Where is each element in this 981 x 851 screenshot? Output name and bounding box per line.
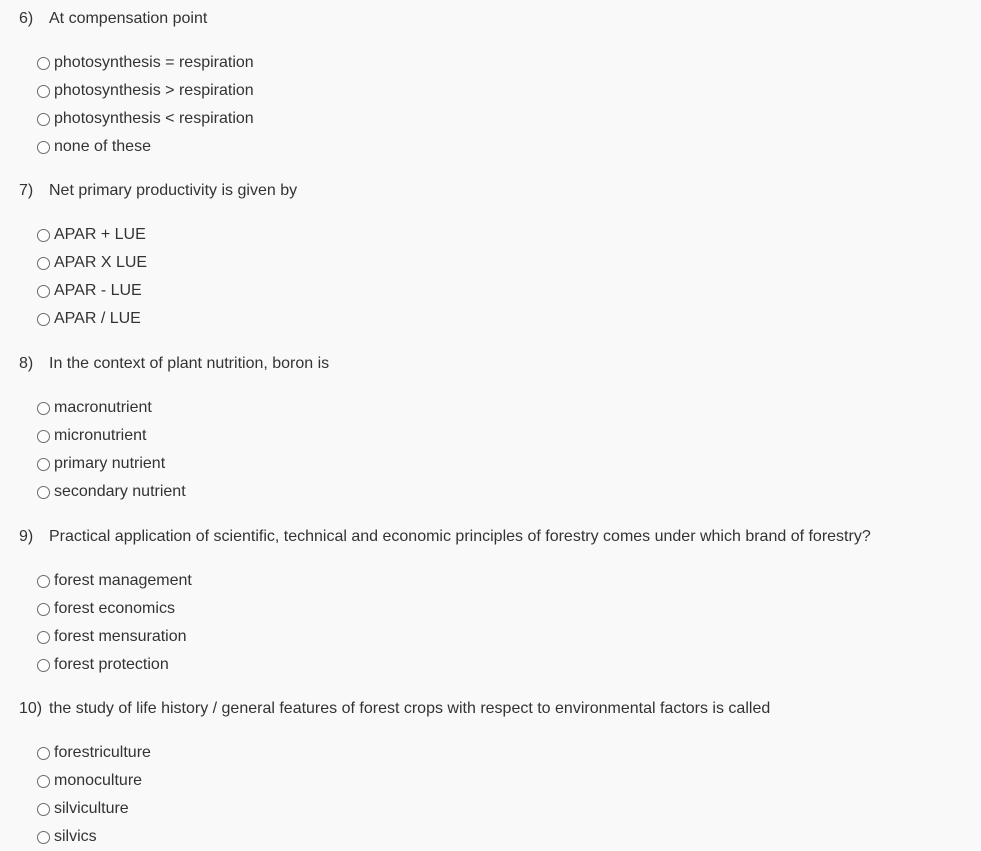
options-group [19,394,981,506]
option-label[interactable]: APAR - LUE [54,282,142,299]
option-label[interactable]: forest economics [54,600,175,617]
option-label[interactable]: forest protection [54,656,169,673]
radio-button[interactable] [37,631,50,644]
radio-button[interactable] [37,747,50,760]
question-header [19,699,981,719]
option-label[interactable]: micronutrient [54,427,147,444]
question-text: In the context of plant nutrition, boron is [49,355,330,372]
option-label[interactable]: photosynthesis > respiration [54,82,254,99]
options-group [19,49,981,161]
question-header [19,354,981,374]
radio-button[interactable] [37,458,50,471]
radio-button[interactable] [37,803,50,816]
question-number: 6) [19,10,34,27]
option-label[interactable]: primary nutrient [54,455,166,472]
option-forest-economics[interactable] [37,595,981,623]
option-label[interactable]: APAR + LUE [54,226,146,243]
radio-button[interactable] [37,402,50,415]
option-label[interactable]: forest management [54,572,192,589]
question-6 [19,9,981,161]
option-silvics[interactable] [37,823,981,851]
radio-button[interactable] [37,831,50,844]
radio-button[interactable] [37,430,50,443]
radio-button[interactable] [37,603,50,616]
option-label[interactable]: silvics [54,828,97,845]
question-7 [19,181,981,333]
option-forest-mensuration[interactable] [37,623,981,651]
option-apar-minus-lue[interactable] [37,277,981,305]
question-number: 9) [19,528,34,545]
option-forest-management[interactable] [37,567,981,595]
option-micronutrient[interactable] [37,422,981,450]
question-header [19,9,981,29]
options-group [19,567,981,679]
option-forest-protection[interactable] [37,651,981,679]
question-text: Net primary productivity is given by [49,182,298,199]
question-number: 8) [19,355,34,372]
options-group [19,221,981,333]
option-apar-plus-lue[interactable] [37,221,981,249]
option-photosynthesis-less-respiration[interactable] [37,105,981,133]
option-label[interactable]: APAR X LUE [54,254,148,271]
radio-button[interactable] [37,141,50,154]
option-photosynthesis-greater-respiration[interactable] [37,77,981,105]
option-label[interactable]: photosynthesis < respiration [54,110,254,127]
option-apar-divide-lue[interactable] [37,305,981,333]
option-none-of-these[interactable] [37,133,981,161]
radio-button[interactable] [37,775,50,788]
option-label[interactable]: photosynthesis = respiration [54,54,254,71]
question-number: 7) [19,182,34,199]
question-header [19,527,981,547]
radio-button[interactable] [37,486,50,499]
radio-button[interactable] [37,85,50,98]
question-header [19,181,981,201]
option-label[interactable]: forest mensuration [54,628,187,645]
question-8 [19,354,981,506]
option-primary-nutrient[interactable] [37,450,981,478]
option-label[interactable]: silviculture [54,800,129,817]
question-10 [19,699,981,851]
radio-button[interactable] [37,229,50,242]
radio-button[interactable] [37,313,50,326]
question-text: the study of life history / general features of forest crops with respect to environmental factors is called [49,700,771,717]
options-group [19,739,981,851]
option-silviculture[interactable] [37,795,981,823]
radio-button[interactable] [37,285,50,298]
option-apar-x-lue[interactable] [37,249,981,277]
option-photosynthesis-equals-respiration[interactable] [37,49,981,77]
option-macronutrient[interactable] [37,394,981,422]
option-forestriculture[interactable] [37,739,981,767]
question-text: Practical application of scientific, technical and economic principles of forestry comes under which brand of forestry? [49,528,871,545]
option-label[interactable]: monoculture [54,772,143,789]
radio-button[interactable] [37,257,50,270]
radio-button[interactable] [37,113,50,126]
radio-button[interactable] [37,659,50,672]
option-label[interactable]: secondary nutrient [54,483,186,500]
radio-button[interactable] [37,57,50,70]
option-label[interactable]: none of these [54,138,151,155]
option-secondary-nutrient[interactable] [37,478,981,506]
question-number: 10) [19,700,43,717]
option-label[interactable]: APAR / LUE [54,310,141,327]
radio-button[interactable] [37,575,50,588]
option-label[interactable]: forestriculture [54,744,151,761]
option-monoculture[interactable] [37,767,981,795]
option-label[interactable]: macronutrient [54,399,152,416]
question-text: At compensation point [49,10,208,27]
question-9 [19,527,981,679]
